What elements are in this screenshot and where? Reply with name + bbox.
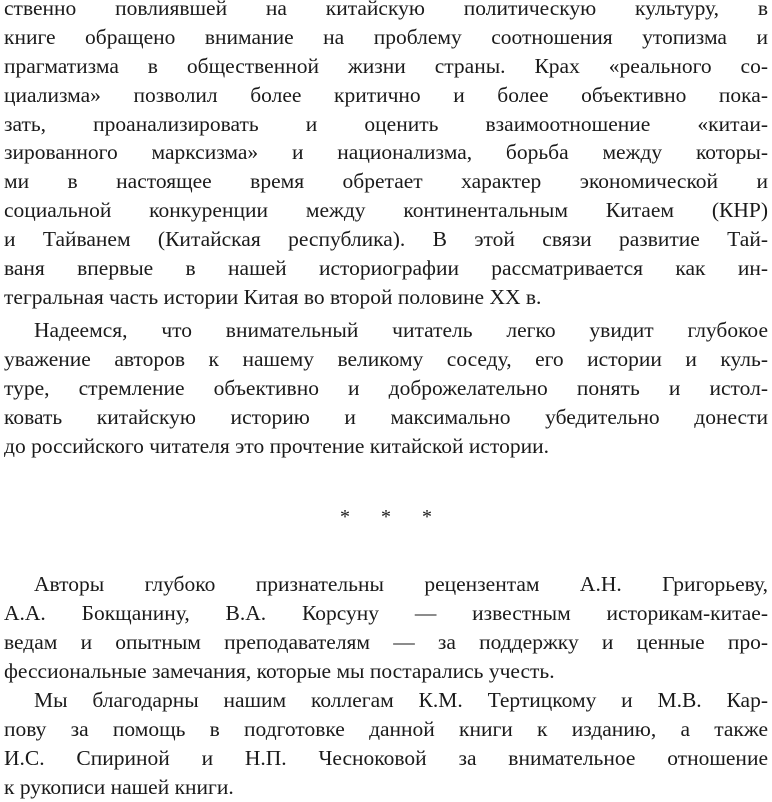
text-line: прагматизма в общественной жизни страны. Крах «реального со- (4, 53, 768, 78)
text-line: зированного марксизма» и национализма, борьба между которы- (4, 140, 768, 165)
asterisk: * (381, 506, 391, 528)
text-line: до российского читателя это прочтение китайской истории. (4, 433, 549, 458)
paragraph-taiwan-history (4, 0, 768, 312)
asterisk: * (340, 506, 350, 528)
text-line: ваня впервые в нашей историографии рассматривается как ин- (4, 256, 768, 281)
text-line: ми в настоящее время обретает характер экономической и (4, 169, 768, 194)
text-line: И.С. Спириной и Н.П. Чесноковой за внимательное отношение (4, 745, 768, 770)
text-line: ведам и опытным преподавателям — за поддержку и ценные про- (4, 629, 768, 654)
text-line: Надеемся, что внимательный читатель легко увидит глубокое (34, 318, 768, 342)
text-line: А.А. Бокщанину, В.А. Корсуну — известным историкам-китае- (4, 600, 768, 625)
section-divider (4, 503, 768, 531)
text-line: зать, проанализировать и оценить взаимоотношение «китаи- (4, 111, 768, 136)
text-line: фессиональные замечания, которые мы постарались учесть. (4, 658, 555, 683)
text-line: уважение авторов к нашему великому соседу, его истории и куль- (4, 346, 768, 371)
paragraph-colleagues-thanks (4, 686, 768, 802)
text-line: Авторы глубоко признательны рецензентам А.Н. Григорьеву, (34, 572, 768, 596)
text-line: тегральная часть истории Китая во второй половине XX в. (4, 284, 542, 309)
text-line: туре, стремление объективно и доброжелательно понять и истол- (4, 375, 768, 400)
text-line: к рукописи нашей книги. (4, 774, 234, 799)
text-line: ковать китайскую историю и максимально убедительно донести (4, 404, 768, 429)
text-line: пову за помощь в подготовке данной книги к изданию, а также (4, 716, 768, 741)
text-line: циализма» позволил более критично и более объективно пока- (4, 82, 768, 107)
paragraph-reviewers-thanks (4, 570, 768, 686)
paragraph-reader-hope (4, 316, 768, 460)
text-line: ственно повлиявшей на китайскую политическую культуру, в (4, 0, 768, 20)
text-line: Мы благодарны нашим коллегам К.М. Тертицкому и М.В. Кар- (34, 688, 768, 712)
text-line: социальной конкуренции между континентальным Китаем (КНР) (4, 198, 768, 223)
text-line: книге обращено внимание на проблему соотношения утопизма и (4, 24, 768, 49)
text-line: и Тайванем (Китайская республика). В этой связи развитие Тай- (4, 227, 768, 252)
asterisk: * (422, 506, 432, 528)
